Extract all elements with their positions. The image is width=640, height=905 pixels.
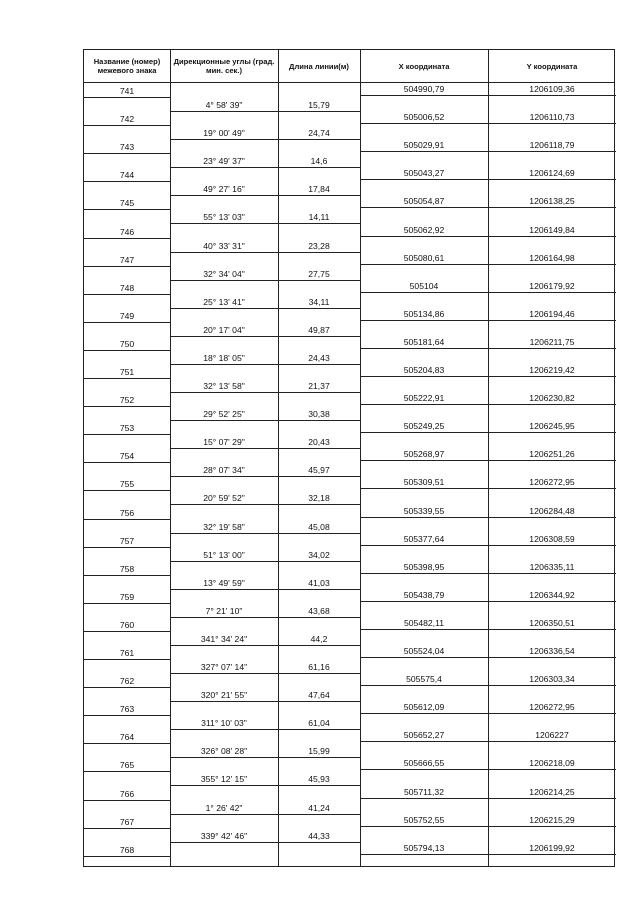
row-divider — [360, 769, 616, 770]
segment-length: 45,97 — [308, 465, 330, 476]
row-divider — [84, 631, 170, 632]
point-y: 1206272,95 — [529, 702, 575, 713]
segment-length: 20,43 — [308, 437, 330, 448]
point-y: 1206251,26 — [529, 449, 575, 460]
row-divider — [170, 757, 360, 758]
point-x: 505612,09 — [403, 702, 445, 713]
row-divider — [84, 519, 170, 520]
point-y: 1206194,46 — [529, 308, 575, 319]
row-divider — [360, 95, 616, 96]
segment-angle: 49° 27' 16" — [203, 184, 245, 195]
segment-angle: 18° 18' 05" — [203, 352, 245, 363]
point-x: 505006,52 — [403, 112, 445, 123]
point-y: 1206336,54 — [529, 646, 575, 656]
point-name: 744 — [119, 170, 135, 181]
point-x: 505222,91 — [403, 393, 445, 404]
point-name: 749 — [119, 310, 135, 321]
segment-angle: 19° 00' 49" — [203, 128, 245, 139]
point-y: 1206245,95 — [529, 421, 575, 432]
row-divider — [360, 741, 616, 742]
row-divider — [170, 814, 360, 815]
point-x: 505575,4 — [406, 674, 442, 685]
row-divider — [360, 826, 616, 827]
row-divider — [84, 800, 170, 801]
segment-angle: 40° 33' 31" — [203, 240, 245, 251]
row-divider — [84, 743, 170, 744]
row-divider — [84, 547, 170, 548]
row-divider — [360, 348, 616, 349]
row-divider — [170, 617, 360, 618]
segment-length: 24,74 — [308, 128, 330, 139]
point-y: 1206199,92 — [529, 842, 575, 853]
row-divider — [360, 713, 616, 714]
segment-length: 21,37 — [308, 381, 330, 392]
row-divider — [170, 533, 360, 534]
point-y: 1206124,69 — [529, 168, 575, 179]
row-divider — [84, 238, 170, 239]
row-divider — [170, 252, 360, 253]
point-y: 1206164,98 — [529, 252, 575, 263]
point-name: 759 — [119, 591, 135, 602]
point-name: 757 — [119, 535, 135, 546]
point-name: 750 — [119, 338, 135, 349]
segment-angle: 15° 07' 29" — [203, 437, 245, 448]
point-x: 505438,79 — [403, 589, 445, 600]
header-y: Y координата — [526, 61, 578, 71]
point-y: 1206344,92 — [529, 589, 575, 600]
segment-angle: 32° 34' 04" — [203, 268, 245, 279]
point-x: 505062,92 — [403, 224, 445, 235]
row-divider — [84, 828, 170, 829]
segment-angle: 28° 07' 34" — [203, 465, 245, 476]
point-name: 756 — [119, 507, 135, 518]
point-y: 1206211,75 — [529, 336, 575, 347]
segment-angle: 7° 21' 10" — [205, 605, 243, 616]
segment-length: 44,33 — [308, 830, 330, 841]
row-divider — [170, 476, 360, 477]
row-divider — [360, 432, 616, 433]
row-divider — [170, 785, 360, 786]
point-y: 1206118,79 — [529, 140, 575, 151]
point-y: 1206179,92 — [529, 280, 575, 291]
segment-length: 41,24 — [308, 802, 330, 813]
point-y: 1206149,84 — [529, 224, 575, 235]
point-x: 505794,13 — [403, 842, 445, 853]
point-name: 763 — [119, 704, 135, 715]
point-y: 1206215,29 — [529, 814, 575, 825]
row-divider — [84, 97, 170, 98]
row-divider — [170, 645, 360, 646]
point-x: 505752,55 — [403, 814, 445, 825]
row-divider — [360, 179, 616, 180]
row-divider — [170, 223, 360, 224]
row-divider — [84, 209, 170, 210]
segment-length: 61,16 — [308, 662, 330, 673]
segment-angle: 326° 08' 28" — [200, 746, 248, 757]
row-divider — [84, 322, 170, 323]
segment-length: 30,38 — [308, 409, 330, 420]
row-divider — [170, 420, 360, 421]
row-divider — [84, 659, 170, 660]
point-name: 766 — [119, 788, 135, 799]
row-divider — [84, 490, 170, 491]
row-divider — [360, 151, 616, 152]
segment-angle: 32° 19' 58" — [203, 521, 245, 532]
row-divider — [170, 139, 360, 140]
point-x: 505339,55 — [403, 505, 445, 516]
row-divider — [84, 406, 170, 407]
segment-length: 23,28 — [308, 240, 330, 251]
row-divider — [170, 364, 360, 365]
point-x: 505054,87 — [403, 196, 445, 207]
point-y: 1206303,34 — [529, 674, 575, 685]
segment-length: 15,79 — [308, 100, 330, 111]
point-x: 505666,55 — [403, 758, 445, 769]
point-name: 741 — [119, 86, 135, 96]
point-x: 505524,04 — [403, 646, 445, 656]
point-x: 505029,91 — [403, 140, 445, 151]
row-divider — [84, 266, 170, 267]
row-divider — [84, 603, 170, 604]
point-y: 1206284,48 — [529, 505, 575, 516]
point-y: 1206109,36 — [529, 84, 575, 94]
point-name: 755 — [119, 479, 135, 490]
segment-angle: 1° 26' 42" — [205, 802, 243, 813]
point-x: 504990,79 — [403, 84, 445, 94]
row-divider — [84, 715, 170, 716]
row-divider — [170, 561, 360, 562]
segment-length: 43,68 — [308, 605, 330, 616]
row-divider — [84, 350, 170, 351]
point-name: 754 — [119, 451, 135, 462]
segment-length: 34,11 — [308, 296, 330, 307]
row-divider — [170, 729, 360, 730]
segment-length: 32,18 — [308, 493, 330, 504]
segment-angle: 25° 13' 41" — [203, 296, 245, 307]
segment-length: 24,43 — [308, 352, 330, 363]
row-divider — [360, 601, 616, 602]
point-x: 505080,61 — [403, 252, 445, 263]
row-divider — [84, 856, 170, 857]
point-name: 746 — [119, 226, 135, 237]
point-x: 505104 — [409, 280, 439, 291]
row-divider — [360, 207, 616, 208]
row-divider — [360, 123, 616, 124]
point-name: 752 — [119, 395, 135, 406]
segment-angle: 355° 12' 15" — [200, 774, 248, 785]
segment-length: 27,75 — [308, 268, 330, 279]
point-x: 505309,51 — [403, 477, 445, 488]
row-divider — [360, 320, 616, 321]
segment-angle: 32° 13' 58" — [203, 381, 245, 392]
segment-length: 49,87 — [308, 324, 330, 335]
header-length: Длина линии(м) — [289, 61, 349, 71]
row-divider — [170, 280, 360, 281]
point-name: 753 — [119, 423, 135, 434]
row-divider — [170, 308, 360, 309]
row-divider — [84, 181, 170, 182]
point-name: 761 — [119, 648, 135, 658]
row-divider — [360, 376, 616, 377]
row-divider — [360, 292, 616, 293]
point-y: 1206230,82 — [529, 393, 575, 404]
point-x: 505398,95 — [403, 561, 445, 572]
point-x: 505268,97 — [403, 449, 445, 460]
coordinates-table — [83, 49, 615, 867]
segment-length: 44,2 — [310, 633, 328, 644]
point-name: 760 — [119, 619, 135, 630]
point-name: 743 — [119, 142, 135, 153]
point-name: 764 — [119, 732, 135, 743]
row-divider — [170, 701, 360, 702]
row-divider — [360, 460, 616, 461]
row-divider — [84, 771, 170, 772]
point-x: 505204,83 — [403, 365, 445, 375]
segment-angle: 20° 59' 52" — [203, 493, 245, 504]
point-y: 1206272,95 — [529, 477, 575, 488]
row-divider — [360, 685, 616, 686]
header-name: Название (номер) межевого знака — [93, 57, 161, 75]
segment-angle: 55° 13' 03" — [203, 212, 245, 223]
header-angle: Дирекционные углы (град. мин. сек.) — [173, 57, 275, 75]
point-x: 505377,64 — [403, 533, 445, 544]
row-divider — [360, 798, 616, 799]
segment-angle: 13° 49' 59" — [203, 577, 245, 588]
segment-angle: 20° 17' 04" — [203, 324, 245, 335]
point-y: 1206214,25 — [529, 786, 575, 797]
row-divider — [170, 111, 360, 112]
point-name: 747 — [119, 254, 135, 265]
point-y: 1206308,59 — [529, 533, 575, 544]
point-x: 505482,11 — [404, 617, 444, 628]
segment-angle: 320° 21' 55" — [200, 690, 248, 701]
point-name: 745 — [119, 198, 135, 209]
row-divider — [84, 378, 170, 379]
point-name: 767 — [119, 816, 135, 827]
row-divider — [360, 488, 616, 489]
row-divider — [170, 589, 360, 590]
segment-angle: 341° 34' 24" — [200, 633, 248, 644]
header-divider — [84, 82, 614, 83]
point-y: 1206138,25 — [529, 196, 575, 207]
row-divider — [170, 448, 360, 449]
row-divider — [360, 264, 616, 265]
point-x: 505711,32 — [404, 786, 444, 797]
segment-length: 17,84 — [308, 184, 330, 195]
row-divider — [84, 575, 170, 576]
row-divider — [84, 294, 170, 295]
row-divider — [170, 842, 360, 843]
segment-length: 61,04 — [308, 718, 330, 729]
row-divider — [84, 125, 170, 126]
segment-length: 45,08 — [308, 521, 330, 532]
point-x: 505043,27 — [403, 168, 445, 179]
row-divider — [84, 687, 170, 688]
row-divider — [170, 673, 360, 674]
row-divider — [84, 462, 170, 463]
point-name: 768 — [119, 844, 135, 855]
point-y: 1206350,51 — [529, 617, 575, 628]
segment-angle: 4° 58' 39" — [205, 100, 243, 111]
row-divider — [170, 336, 360, 337]
point-name: 748 — [119, 282, 135, 293]
column-divider — [170, 50, 171, 866]
row-divider — [360, 236, 616, 237]
row-divider — [360, 629, 616, 630]
point-x: 505652,27 — [403, 730, 445, 741]
row-divider — [360, 404, 616, 405]
point-x: 505181,64 — [403, 336, 445, 347]
segment-length: 47,64 — [308, 690, 330, 701]
point-x: 505249,25 — [403, 421, 445, 432]
row-divider — [360, 517, 616, 518]
row-divider — [360, 573, 616, 574]
segment-length: 45,93 — [308, 774, 330, 785]
point-name: 742 — [119, 114, 135, 125]
row-divider — [84, 153, 170, 154]
point-y: 1206227 — [535, 730, 569, 741]
row-divider — [360, 545, 616, 546]
row-divider — [170, 392, 360, 393]
row-divider — [170, 195, 360, 196]
row-divider — [170, 504, 360, 505]
segment-length: 15,99 — [308, 746, 330, 757]
point-name: 758 — [119, 563, 135, 574]
column-divider — [278, 50, 279, 866]
point-y: 1206218,09 — [529, 758, 575, 769]
row-divider — [360, 854, 616, 855]
point-name: 765 — [119, 760, 135, 771]
segment-length: 14,6 — [310, 156, 328, 167]
point-name: 751 — [119, 367, 135, 377]
row-divider — [170, 167, 360, 168]
point-x: 505134,86 — [403, 308, 445, 319]
point-y: 1206110,73 — [529, 112, 575, 123]
point-y: 1206335,11 — [529, 561, 575, 572]
segment-angle: 339° 42' 46" — [200, 830, 248, 841]
segment-angle: 51° 13' 00" — [203, 549, 245, 560]
row-divider — [84, 434, 170, 435]
segment-angle: 23° 49' 37" — [203, 156, 245, 167]
point-name: 762 — [119, 676, 135, 687]
segment-angle: 29° 52' 25" — [203, 409, 245, 420]
header-x: X координата — [398, 61, 450, 71]
segment-angle: 311° 10' 03" — [201, 718, 247, 729]
point-y: 1206219,42 — [529, 365, 575, 375]
segment-length: 41,03 — [308, 577, 330, 588]
segment-length: 14,11 — [308, 212, 330, 223]
segment-length: 34,02 — [308, 549, 330, 560]
row-divider — [360, 657, 616, 658]
segment-angle: 327° 07' 14" — [200, 662, 248, 673]
